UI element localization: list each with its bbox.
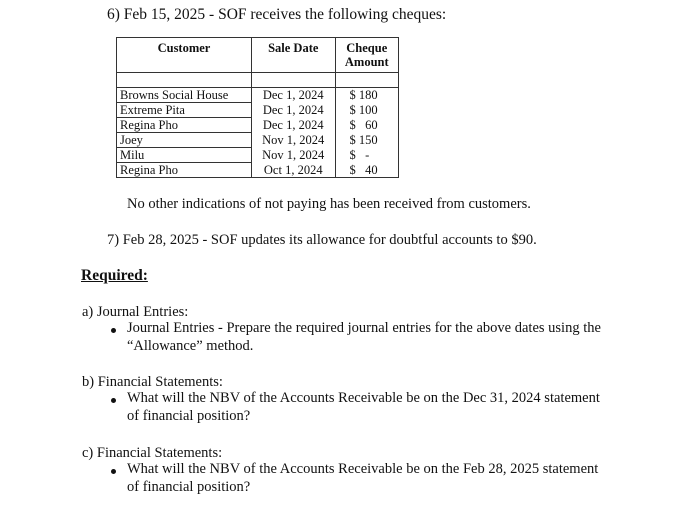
section-b-line1: What will the NBV of the Accounts Receivable be on the Dec 31, 2024 statement [127, 390, 600, 406]
cell-sale-date: Dec 1, 2024 [251, 118, 335, 133]
section-a-line2: “Allowance” method. [127, 338, 254, 354]
cell-sale-date: Nov 1, 2024 [251, 133, 335, 148]
table-row [117, 148, 399, 163]
section-a-title: a) Journal Entries: [82, 304, 189, 320]
col-header-cheque-amount [335, 38, 398, 73]
cell-customer: Regina Pho [117, 118, 252, 133]
bullet-icon [111, 398, 116, 403]
col-header-cheque-amount-text: Cheque Amount [344, 41, 389, 69]
cell-customer: Extreme Pita [117, 103, 252, 118]
table-row [117, 103, 399, 118]
section-c-title: c) Financial Statements: [82, 445, 223, 461]
bullet-icon [111, 328, 116, 333]
table-row [117, 88, 399, 103]
cell-sale-date: Dec 1, 2024 [251, 103, 335, 118]
col-header-customer: Customer [117, 38, 252, 73]
cell-customer: Milu [117, 148, 252, 163]
cell-customer: Browns Social House [117, 88, 252, 103]
cell-sale-date: Nov 1, 2024 [251, 148, 335, 163]
item-7-heading: 7) Feb 28, 2025 - SOF updates its allowance for doubtful accounts to $90. [107, 232, 537, 248]
cell-sale-date: Dec 1, 2024 [251, 88, 335, 103]
table-row [117, 163, 399, 178]
cell-amount: $ 40 [335, 163, 398, 178]
section-b-title: b) Financial Statements: [82, 374, 223, 390]
col-header-sale-date: Sale Date [251, 38, 335, 73]
cheques-table [116, 37, 399, 178]
required-heading: Required: [81, 267, 148, 284]
item-6-heading: 6) Feb 15, 2025 - SOF receives the following cheques: [107, 6, 447, 23]
cell-amount: $ 60 [335, 118, 398, 133]
section-b-line2: of financial position? [127, 408, 251, 424]
table-row [117, 133, 399, 148]
cell-amount: $ 100 [335, 103, 398, 118]
cell-sale-date: Oct 1, 2024 [251, 163, 335, 178]
section-a-line1: Journal Entries - Prepare the required journal entries for the above dates using the [127, 320, 601, 336]
note-text: No other indications of not paying has been received from customers. [127, 196, 531, 212]
bullet-icon [111, 469, 116, 474]
table-row [117, 118, 399, 133]
cell-amount: $ - [335, 148, 398, 163]
cell-amount: $ 180 [335, 88, 398, 103]
cell-amount: $ 150 [335, 133, 398, 148]
cell-customer: Joey [117, 133, 252, 148]
section-c-line1: What will the NBV of the Accounts Receivable be on the Feb 28, 2025 statement [127, 461, 599, 477]
section-c-line2: of financial position? [127, 479, 251, 495]
cell-customer: Regina Pho [117, 163, 252, 178]
